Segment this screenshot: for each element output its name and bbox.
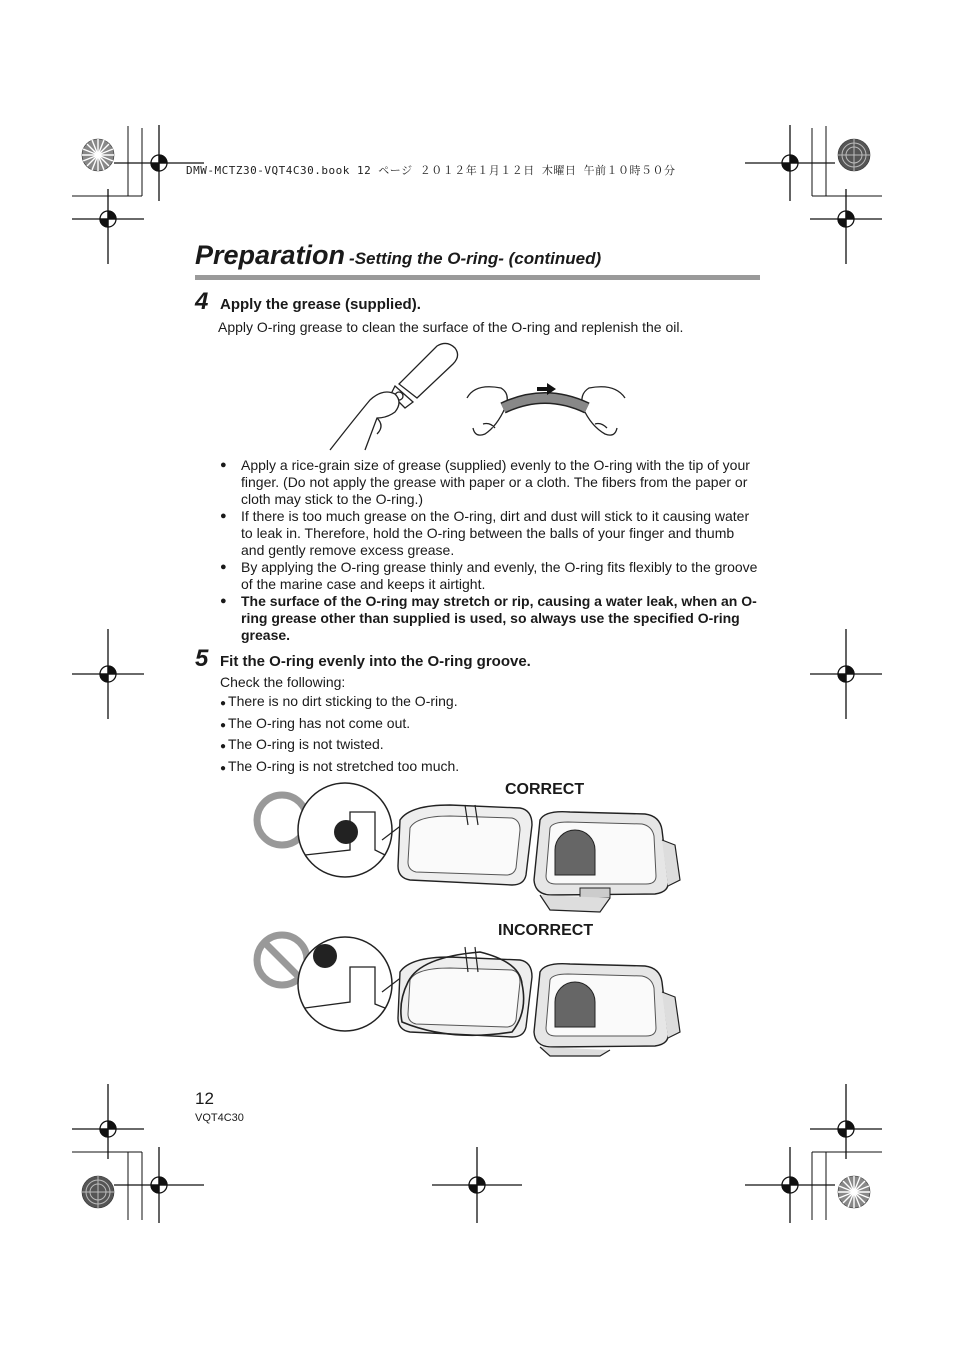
page-number: 12 bbox=[195, 1089, 214, 1108]
correct-label: CORRECT bbox=[505, 781, 585, 798]
list-item: ● The O-ring is not twisted. bbox=[220, 735, 459, 757]
grease-application-illustration bbox=[325, 338, 630, 453]
step-4-bullets bbox=[220, 457, 760, 644]
section-title bbox=[195, 240, 601, 271]
section-title-main: Preparation bbox=[195, 240, 346, 270]
step-5-number: 5 bbox=[195, 645, 209, 672]
list-item-warning: ● The surface of the O-ring may stretch or rip, causing a water leak, when an O-ring grease other than supplied is used, so always use the specified O-ring grease. bbox=[220, 593, 760, 644]
correct-oring-illustration bbox=[250, 780, 690, 915]
registration-targets bbox=[72, 125, 882, 1223]
incorrect-label: INCORRECT bbox=[498, 922, 594, 939]
step-4-title: Apply the grease (supplied). bbox=[220, 296, 421, 313]
list-item: ● Apply a rice-grain size of grease (supplied) evenly to the O-ring with the tip of your finger. (Do not apply the grease with paper or a cloth. The fibers from the paper or cloth may stick to the O-ring.) bbox=[220, 457, 760, 508]
step-4-intro: Apply O-ring grease to clean the surface of the O-ring and replenish the oil. bbox=[218, 319, 684, 335]
list-item: ● If there is too much grease on the O-ring, dirt and dust will stick to it causing water to leak in. Therefore, hold the O-ring between the balls of your finger and thumb and gently remove excess grease. bbox=[220, 508, 760, 559]
step-5-checks bbox=[220, 692, 459, 778]
step-4-number: 4 bbox=[195, 288, 209, 315]
incorrect-oring-illustration bbox=[250, 922, 690, 1057]
step-5-title: Fit the O-ring evenly into the O-ring groove. bbox=[220, 653, 531, 670]
title-rule bbox=[195, 275, 760, 280]
document-code: VQT4C30 bbox=[195, 1112, 244, 1124]
list-item: ● The O-ring is not stretched too much. bbox=[220, 757, 459, 779]
section-subtitle: -Setting the O-ring- (continued) bbox=[349, 249, 602, 268]
list-item: ● There is no dirt sticking to the O-ring. bbox=[220, 692, 459, 714]
print-header: DMW-MCTZ30-VQT4C30.book 12 ページ ２０１２年１月１２日 木曜日 午前１０時５０分 bbox=[186, 164, 676, 177]
step-5-intro: Check the following: bbox=[220, 674, 346, 690]
list-item: ● The O-ring has not come out. bbox=[220, 714, 459, 736]
list-item: ● By applying the O-ring grease thinly and evenly, the O-ring fits flexibly to the groove of the marine case and keeps it airtight. bbox=[220, 559, 760, 593]
